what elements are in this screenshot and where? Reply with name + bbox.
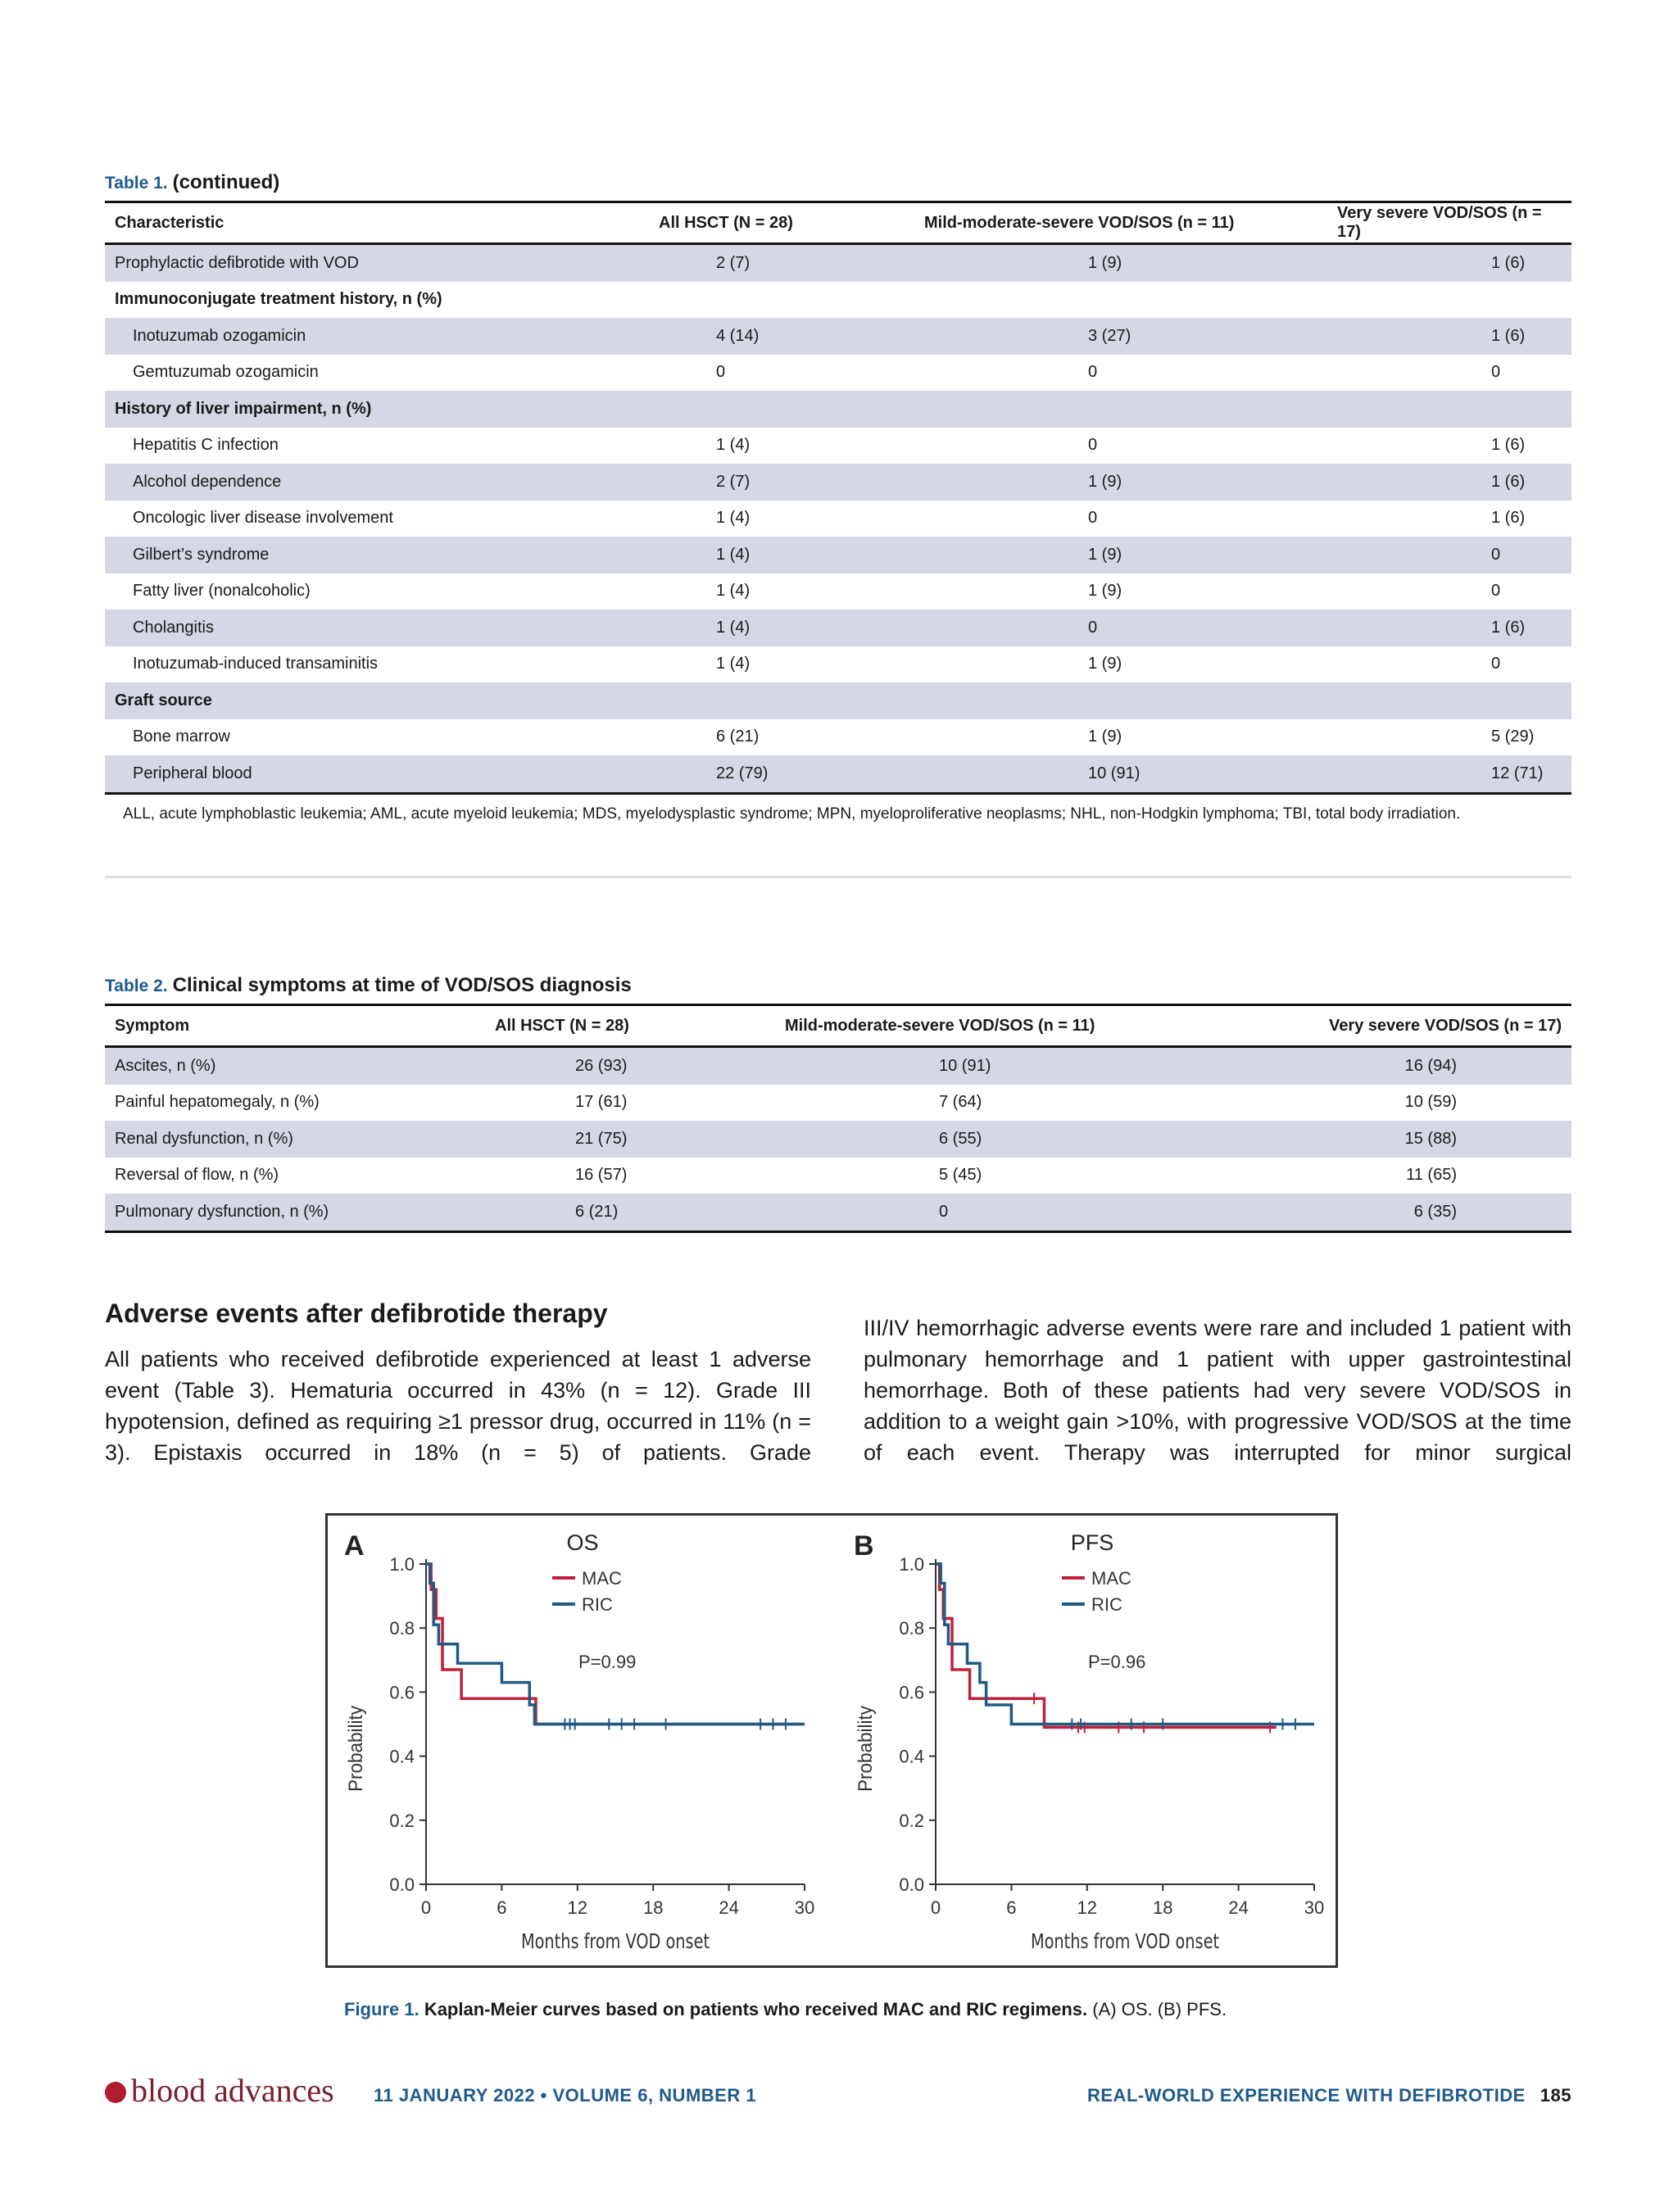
cell-mild: 0 xyxy=(914,610,1327,646)
cell-very-severe: 1 (6) xyxy=(1327,610,1571,646)
x-tick-label: 0 xyxy=(930,1897,941,1918)
body-column-right: III/IV hemorrhagic adverse events were rare and included 1 patient with pulmonary hemorrhage and 1 patient with upper gastrointestinal hemorrhage. Both of these patients had very severe VOD/SOS in addition to a weight gain >10%, with progressive VOD/SOS at the time of each event. Therapy was interrupted for minor surgical xyxy=(864,1316,1571,1465)
cell-all-hsct: 1 (4) xyxy=(716,436,751,455)
cell-very-severe xyxy=(1327,282,1571,319)
table2 xyxy=(105,1004,1571,1233)
x-tick-label: 12 xyxy=(1077,1897,1098,1918)
y-tick-label: 0.8 xyxy=(899,1618,924,1639)
row-label: Graft source xyxy=(105,682,649,719)
row-label: Cholangitis xyxy=(105,610,649,646)
row-label: Oncologic liver disease involvement xyxy=(133,509,393,528)
x-tick-label: 18 xyxy=(642,1897,664,1918)
figure-caption-rest: (A) OS. (B) PFS. xyxy=(1092,1999,1227,2019)
cell-mild: 0 xyxy=(1088,509,1098,528)
journal-name: blood advances xyxy=(131,2072,334,2109)
table2-title xyxy=(105,974,632,997)
cell-all-hsct: 6 (21) xyxy=(716,728,760,746)
cell-all-hsct: 4 (14) xyxy=(649,318,914,355)
panel-letter: A xyxy=(344,1530,365,1562)
cell-very-severe: 10 (59) xyxy=(1404,1093,1457,1112)
x-axis-label: Months from VOD onset xyxy=(1031,1929,1220,1953)
figure-caption-label: Figure 1. xyxy=(344,1999,420,2019)
cell-very-severe: 6 (35) xyxy=(1221,1194,1571,1231)
journal-logo xyxy=(105,2071,334,2110)
row-label: History of liver impairment, n (%) xyxy=(105,391,649,428)
table-row xyxy=(105,1194,1571,1231)
x-tick-label: 6 xyxy=(1006,1897,1017,1918)
figure-frame xyxy=(325,1513,1338,1968)
row-label: Gemtuzumab ozogamicin xyxy=(133,363,319,382)
cell-mild: 3 (27) xyxy=(914,318,1327,355)
table-row xyxy=(105,537,1571,573)
y-tick-label: 0.8 xyxy=(389,1618,415,1639)
x-tick-label: 24 xyxy=(719,1897,739,1918)
cell-very-severe: 0 xyxy=(1491,363,1501,382)
y-tick-label: 0.0 xyxy=(389,1874,415,1895)
divider xyxy=(105,876,1571,878)
cell-mild xyxy=(914,682,1327,719)
row-label: Painful hepatomegaly, n (%) xyxy=(115,1093,320,1112)
table-row xyxy=(105,1121,1571,1158)
table2-col-all-hsct: All HSCT (N = 28) xyxy=(485,1005,775,1047)
cell-very-severe: 15 (88) xyxy=(1221,1121,1571,1158)
cell-all-hsct: 1 (4) xyxy=(716,582,751,601)
row-label: Reversal of flow, n (%) xyxy=(115,1166,279,1185)
cell-mild: 0 xyxy=(775,1194,1221,1231)
cell-all-hsct: 1 (4) xyxy=(649,610,914,646)
y-tick-label: 0.6 xyxy=(389,1682,415,1703)
y-tick-label: 0.6 xyxy=(899,1682,924,1703)
row-label: Pulmonary dysfunction, n (%) xyxy=(105,1194,485,1231)
y-tick-label: 0.4 xyxy=(899,1746,924,1767)
row-label: Ascites, n (%) xyxy=(105,1047,485,1085)
cell-all-hsct: 2 (7) xyxy=(649,464,914,501)
cell-all-hsct: 1 (4) xyxy=(649,537,914,573)
table1-col-very-severe: Very severe VOD/SOS (n = 17) xyxy=(1327,202,1571,244)
y-tick-label: 1.0 xyxy=(899,1554,924,1575)
x-axis-label: Months from VOD onset xyxy=(521,1929,710,1953)
legend-label-mac: MAC xyxy=(582,1568,622,1589)
table-row xyxy=(105,391,1571,428)
cell-very-severe: 12 (71) xyxy=(1327,755,1571,793)
running-title: REAL-WORLD EXPERIENCE WITH DEFIBROTIDE xyxy=(1087,2085,1526,2105)
row-label: Inotuzumab-induced transaminitis xyxy=(133,655,379,673)
cell-mild: 1 (9) xyxy=(1088,582,1122,601)
table1-title-text: (continued) xyxy=(172,171,280,193)
x-tick-label: 0 xyxy=(420,1897,432,1918)
table-row xyxy=(105,682,1571,719)
x-tick-label: 12 xyxy=(567,1897,588,1918)
row-label: Prophylactic defibrotide with VOD xyxy=(105,244,649,282)
table1-header-row xyxy=(105,202,1571,244)
cell-mild: 1 (9) xyxy=(914,537,1327,573)
table-row xyxy=(105,428,1571,465)
body-column-left: All patients who received defibrotide experienced at least 1 adverse event (Table 3). Hematuria occurred in 43% (n = 12). Grade III hypotension, defined as requiring ≥1 pressor drug, occurred in 11% (n = 3). Epistaxis occurred in 18% (n = 5) of patients. Grade xyxy=(105,1347,811,1465)
row-label: Immunoconjugate treatment history, n (%) xyxy=(115,290,442,309)
figure-caption xyxy=(344,1999,1227,2020)
footer-issue: 11 JANUARY 2022 • VOLUME 6, NUMBER 1 xyxy=(374,2085,757,2105)
cell-all-hsct xyxy=(649,282,914,319)
table-row xyxy=(105,610,1571,646)
blood-drop-icon xyxy=(105,2082,126,2103)
y-axis-label: Probability xyxy=(855,1699,877,1792)
row-label: Inotuzumab ozogamicin xyxy=(105,318,649,355)
section-heading: Adverse events after defibrotide therapy xyxy=(105,1299,608,1328)
table2-title-text: Clinical symptoms at time of VOD/SOS diagnosis xyxy=(172,974,632,996)
table1-label: Table 1. xyxy=(105,174,168,193)
table-row xyxy=(105,501,1571,537)
x-tick-label: 18 xyxy=(1152,1897,1173,1918)
table-row xyxy=(105,646,1571,683)
row-label: Hepatitis C infection xyxy=(133,436,279,455)
y-tick-label: 0.0 xyxy=(899,1874,924,1895)
cell-all-hsct: 21 (75) xyxy=(485,1121,775,1158)
figure-caption-title: Kaplan-Meier curves based on patients who received MAC and RIC regimens. xyxy=(424,1999,1088,2019)
table-row xyxy=(105,1158,1571,1194)
row-label: Gilbert’s syndrome xyxy=(105,537,649,573)
cell-mild xyxy=(914,391,1327,428)
table-row xyxy=(105,282,1571,319)
cell-very-severe: 1 (6) xyxy=(1327,464,1571,501)
y-tick-label: 0.2 xyxy=(389,1810,415,1831)
cell-very-severe: 5 (29) xyxy=(1491,728,1535,746)
cell-mild: 7 (64) xyxy=(939,1093,982,1112)
cell-mild: 0 xyxy=(1088,436,1098,455)
table-row xyxy=(105,318,1571,355)
cell-very-severe xyxy=(1327,682,1571,719)
cell-all-hsct: 6 (21) xyxy=(485,1194,775,1231)
table-row xyxy=(105,1047,1571,1085)
table1-title xyxy=(105,171,279,194)
km-figure xyxy=(328,1516,1336,1965)
cell-all-hsct: 0 xyxy=(716,363,726,382)
table-row xyxy=(105,755,1571,793)
y-tick-label: 0.4 xyxy=(389,1746,415,1767)
cell-very-severe: 1 (6) xyxy=(1491,509,1526,528)
legend-label-ric: RIC xyxy=(1091,1594,1122,1615)
cell-very-severe: 0 xyxy=(1491,582,1501,601)
cell-all-hsct: 1 (4) xyxy=(716,509,751,528)
table-row xyxy=(105,719,1571,756)
table2-header-row xyxy=(105,1005,1571,1047)
table1-col-mild: Mild-moderate-severe VOD/SOS (n = 11) xyxy=(914,202,1327,244)
row-label: Bone marrow xyxy=(133,728,230,746)
row-label: Fatty liver (nonalcoholic) xyxy=(133,582,311,601)
cell-very-severe: 1 (6) xyxy=(1491,436,1526,455)
legend-label-mac: MAC xyxy=(1091,1568,1132,1589)
table2-col-very-severe: Very severe VOD/SOS (n = 17) xyxy=(1221,1005,1571,1047)
table-row xyxy=(105,1085,1571,1122)
cell-mild: 1 (9) xyxy=(1088,655,1122,673)
cell-mild: 0 xyxy=(1088,363,1098,382)
x-tick-label: 6 xyxy=(497,1897,507,1918)
cell-very-severe: 0 xyxy=(1491,655,1501,673)
table1 xyxy=(105,201,1571,795)
table1-col-all-hsct: All HSCT (N = 28) xyxy=(649,202,914,244)
row-label: Peripheral blood xyxy=(105,755,649,793)
row-label: Alcohol dependence xyxy=(105,464,649,501)
table1-col-characteristic: Characteristic xyxy=(105,202,649,244)
table2-col-mild: Mild-moderate-severe VOD/SOS (n = 11) xyxy=(775,1005,1221,1047)
y-tick-label: 0.2 xyxy=(899,1810,924,1831)
cell-very-severe: 16 (94) xyxy=(1221,1047,1571,1085)
cell-very-severe: 1 (6) xyxy=(1327,318,1571,355)
x-tick-label: 30 xyxy=(794,1897,815,1918)
cell-all-hsct: 16 (57) xyxy=(575,1166,628,1185)
cell-very-severe: 11 (65) xyxy=(1406,1166,1457,1185)
cell-very-severe: 1 (6) xyxy=(1327,244,1571,282)
legend-label-ric: RIC xyxy=(582,1594,613,1615)
cell-all-hsct: 17 (61) xyxy=(575,1093,628,1112)
cell-mild: 5 (45) xyxy=(939,1166,982,1185)
table-row xyxy=(105,244,1571,282)
cell-mild: 1 (9) xyxy=(914,244,1327,282)
cell-mild: 1 (9) xyxy=(914,464,1327,501)
cell-all-hsct: 26 (93) xyxy=(485,1047,775,1085)
panel-letter: B xyxy=(854,1530,874,1562)
cell-all-hsct: 1 (4) xyxy=(716,655,751,673)
chart-title: OS xyxy=(566,1530,599,1555)
table1-footnote: ALL, acute lymphoblastic leukemia; AML, acute myeloid leukemia; MDS, myelodysplastic syndrome; MPN, myeloproliferative neoplasms; NHL, non-Hodgkin lymphoma; TBI, total body irradiation. xyxy=(123,805,1461,823)
page-number: 185 xyxy=(1540,2085,1571,2105)
y-tick-label: 1.0 xyxy=(389,1554,415,1575)
cell-all-hsct xyxy=(649,391,914,428)
cell-very-severe xyxy=(1327,391,1571,428)
cell-all-hsct: 2 (7) xyxy=(649,244,914,282)
x-tick-label: 24 xyxy=(1228,1897,1249,1918)
table-row xyxy=(105,355,1571,392)
cell-mild: 1 (9) xyxy=(1088,728,1122,746)
cell-all-hsct: 22 (79) xyxy=(649,755,914,793)
cell-mild: 10 (91) xyxy=(914,755,1327,793)
cell-mild: 6 (55) xyxy=(775,1121,1221,1158)
cell-mild: 10 (91) xyxy=(775,1047,1221,1085)
y-axis-label: Probability xyxy=(345,1699,367,1792)
x-tick-label: 30 xyxy=(1304,1897,1325,1918)
cell-all-hsct xyxy=(649,682,914,719)
table2-label: Table 2. xyxy=(105,977,168,995)
cell-very-severe: 0 xyxy=(1327,537,1571,573)
row-label: Renal dysfunction, n (%) xyxy=(105,1121,485,1158)
p-value-annotation: P=0.96 xyxy=(1088,1652,1146,1672)
table2-col-symptom: Symptom xyxy=(105,1005,485,1047)
cell-mild xyxy=(914,282,1327,319)
p-value-annotation: P=0.99 xyxy=(578,1652,637,1672)
chart-title: PFS xyxy=(1070,1530,1114,1555)
table-row xyxy=(105,573,1571,610)
footer-running-title xyxy=(1087,2085,1571,2106)
table-row xyxy=(105,464,1571,501)
